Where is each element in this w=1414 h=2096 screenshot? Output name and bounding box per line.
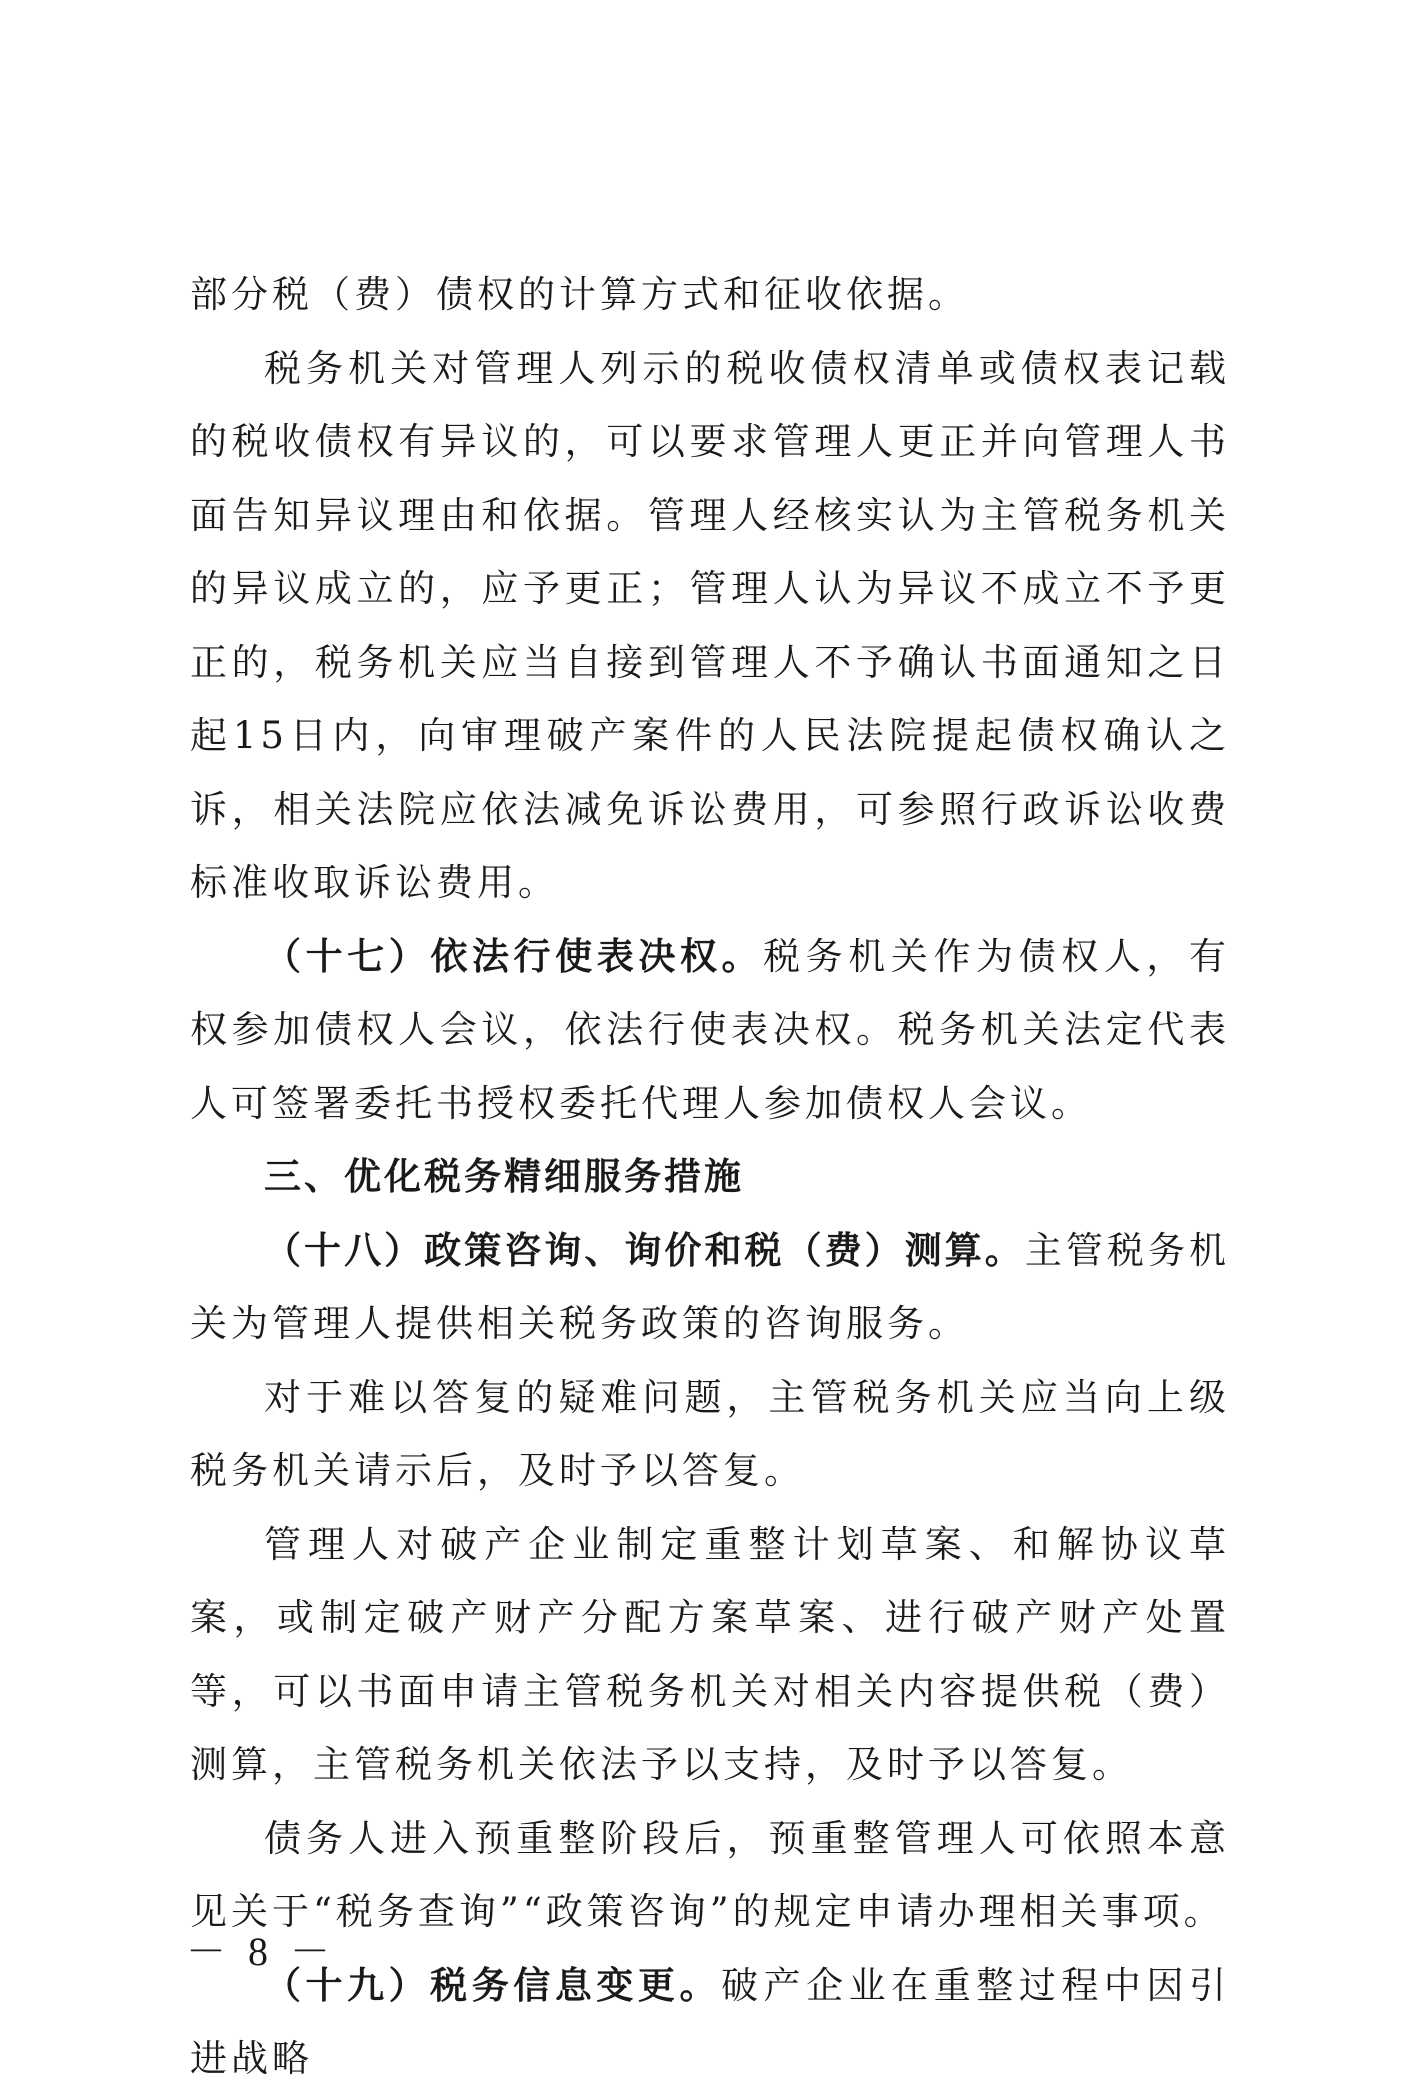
paragraph-tax-info-change: [190, 1949, 1230, 2096]
paragraph-text: 对于难以答复的疑难问题，主管税务机关应当向上级税务机关请示后，及时予以答复。: [190, 1375, 1230, 1492]
paragraph-text: 税务机关作为债权人，有权参加债权人会议，依法行使表决权。税务机关法定代表人可签署委托书授权委托代理人参加债权人会议。: [190, 934, 1231, 1125]
paragraph-difficult-questions: [190, 1361, 1230, 1508]
paragraph-tax-claim-objection: [190, 332, 1230, 920]
paragraph-lead-heading: （十八）政策咨询、询价和税（费）测算。: [264, 1228, 1025, 1272]
paragraph-policy-consultation: [190, 1214, 1230, 1361]
paragraph-text: 债务人进入预重整阶段后，预重整管理人可依照本意见关于“税务查询”“政策咨询”的规定申请办理相关事项。: [190, 1816, 1230, 1933]
paragraph-text: 破产企业在重整过程中因引进战略: [190, 1963, 1230, 2080]
paragraph-tax-claim-calculation: [190, 258, 1230, 332]
section-heading-text: 三、优化税务精细服务措施: [264, 1155, 744, 1198]
paragraph-text: 主管税务机关为管理人提供相关税务政策的咨询服务。: [190, 1228, 1231, 1345]
paragraph-text: 部分税（费）债权的计算方式和征收依据。: [190, 273, 969, 316]
paragraph-pre-reorganization: [190, 1802, 1230, 1949]
paragraph-text: 税务机关对管理人列示的税收债权清单或债权表记载的税收债权有异议的，可以要求管理人更正并向管理人书面告知异议理由和依据。管理人经核实认为主管税务机关的异议成立的，应予更正；管理人认为异议不成立不予更正的，税务机关应当自接到管理人不予确认书面通知之日起15日内，向审理破产案件的人民法院提起债权确认之诉，相关法院应依法减免诉讼费用，可参照行政诉讼收费标准收取诉讼费用。: [190, 346, 1230, 904]
paragraph-voting-rights: [190, 920, 1230, 1141]
paragraph-lead-heading: （十九）税务信息变更。: [264, 1963, 721, 2007]
section-heading-service-measures: [190, 1140, 1230, 1214]
paragraph-lead-heading: （十七）依法行使表决权。: [264, 934, 764, 978]
document-body: [190, 258, 1230, 2096]
page-number: － 8 －: [186, 1929, 336, 1974]
paragraph-tax-estimation: [190, 1508, 1230, 1802]
paragraph-text: 管理人对破产企业制定重整计划草案、和解协议草案，或制定破产财产分配方案草案、进行破产财产处置等，可以书面申请主管税务机关对相关内容提供税（费）测算，主管税务机关依法予以支持，及时予以答复。: [190, 1522, 1230, 1786]
